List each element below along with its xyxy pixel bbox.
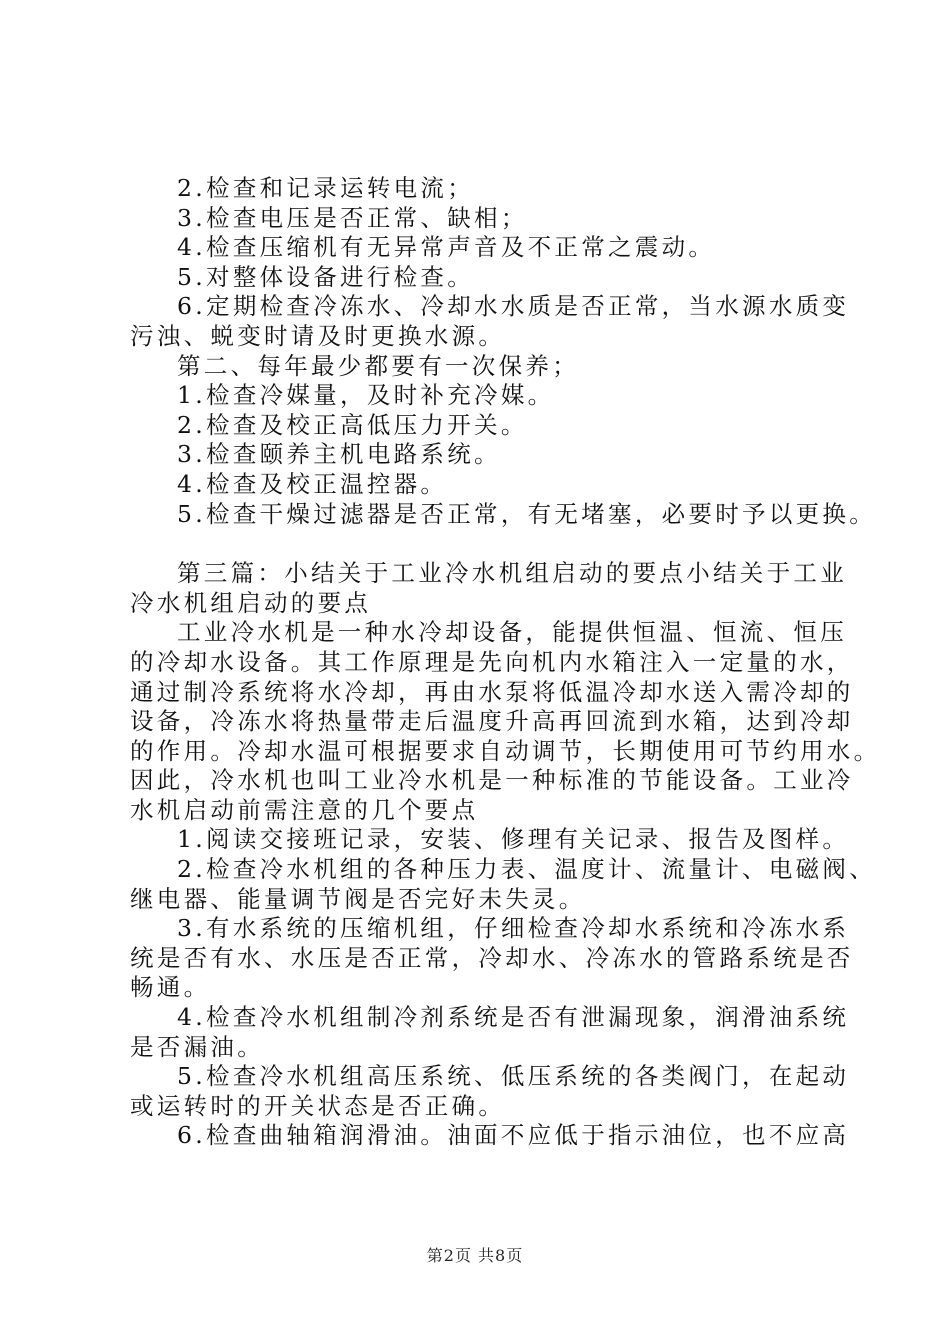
step-6-line-1: 6.检查曲轴箱润滑油。油面不应低于指示油位，也不应高: [177, 1121, 850, 1150]
step-5-line-1: 5.检查冷水机组高压系统、低压系统的各类阀门，在起动: [177, 1062, 850, 1091]
maintenance-item-2: 2.检查和记录运转电流；: [177, 174, 475, 202]
step-2-line-2: 继电器、能量调节阀是否完好未失灵。: [130, 884, 586, 913]
maintenance-item-3: 3.检查电压是否正常、缺相；: [177, 203, 528, 232]
step-5-line-2: 或运转时的开关状态是否正确。: [130, 1091, 506, 1120]
document-body: [130, 174, 881, 1151]
annual-item-4: 4.检查及校正温控器。: [177, 469, 448, 498]
step-1: 1.阅读交接班记录，安装、修理有关记录、报告及图样。: [177, 825, 850, 854]
intro-paragraph-line-2: 的冷却水设备。其工作原理是先向机内水箱注入一定量的水，: [130, 647, 854, 676]
section3-title-line-2: 冷水机组启动的要点: [130, 588, 372, 617]
step-4-line-1: 4.检查冷水机组制冷剂系统是否有泄漏现象，润滑油系统: [177, 1003, 850, 1032]
maintenance-item-6-line-1: 6.定期检查冷冻水、冷却水水质是否正常，当水源水质变: [177, 292, 850, 321]
page-number-footer: 第2页 共8页: [426, 1246, 524, 1265]
intro-paragraph-line-3: 通过制冷系统将水冷却，再由水泵将低温冷却水送入需冷却的: [130, 677, 854, 706]
section3-title-line-1: 第三篇：小结关于工业冷水机组启动的要点小结关于工业: [177, 559, 847, 588]
maintenance-item-5: 5.对整体设备进行检查。: [177, 262, 475, 291]
step-4-line-2: 是否漏油。: [130, 1032, 264, 1061]
section-spacer: [130, 529, 850, 559]
intro-paragraph-line-5: 的作用。冷却水温可根据要求自动调节，长期使用可节约用水。: [130, 736, 881, 765]
step-3-line-2: 统是否有水、水压是否正常，冷却水、冷冻水的管路系统是否: [130, 943, 854, 972]
intro-paragraph-line-7: 水机启动前需注意的几个要点: [130, 795, 479, 824]
annual-item-2: 2.检查及校正高低压力开关。: [177, 410, 528, 439]
intro-paragraph-line-6: 因此，冷水机也叫工业冷水机是一种标准的节能设备。工业冷: [130, 766, 854, 795]
maintenance-item-6-line-2: 污浊、蜕变时请及时更换水源。: [130, 321, 506, 350]
annual-item-1: 1.检查冷媒量，及时补充冷媒。: [177, 381, 555, 410]
maintenance-item-4: 4.检查压缩机有无异常声音及不正常之震动。: [177, 233, 716, 262]
annual-item-3: 3.检查颐养主机电路系统。: [177, 440, 501, 469]
step-3-line-3: 畅通。: [130, 973, 211, 1002]
step-3-line-1: 3.有水系统的压缩机组，仔细检查冷却水系统和冷冻水系: [177, 914, 850, 943]
annual-maintenance-heading: 第二、每年最少都要有一次保养；: [177, 351, 579, 380]
intro-paragraph-line-4: 设备，冷冻水将热量带走后温度升高再回流到水箱，达到冷却: [130, 707, 854, 736]
step-2-line-1: 2.检查冷水机组的各种压力表、温度计、流量计、电磁阀、: [177, 855, 877, 884]
intro-paragraph-line-1: 工业冷水机是一种水冷却设备，能提供恒温、恒流、恒压: [177, 618, 847, 647]
annual-item-5: 5.检查干燥过滤器是否正常，有无堵塞，必要时予以更换。: [177, 499, 877, 528]
